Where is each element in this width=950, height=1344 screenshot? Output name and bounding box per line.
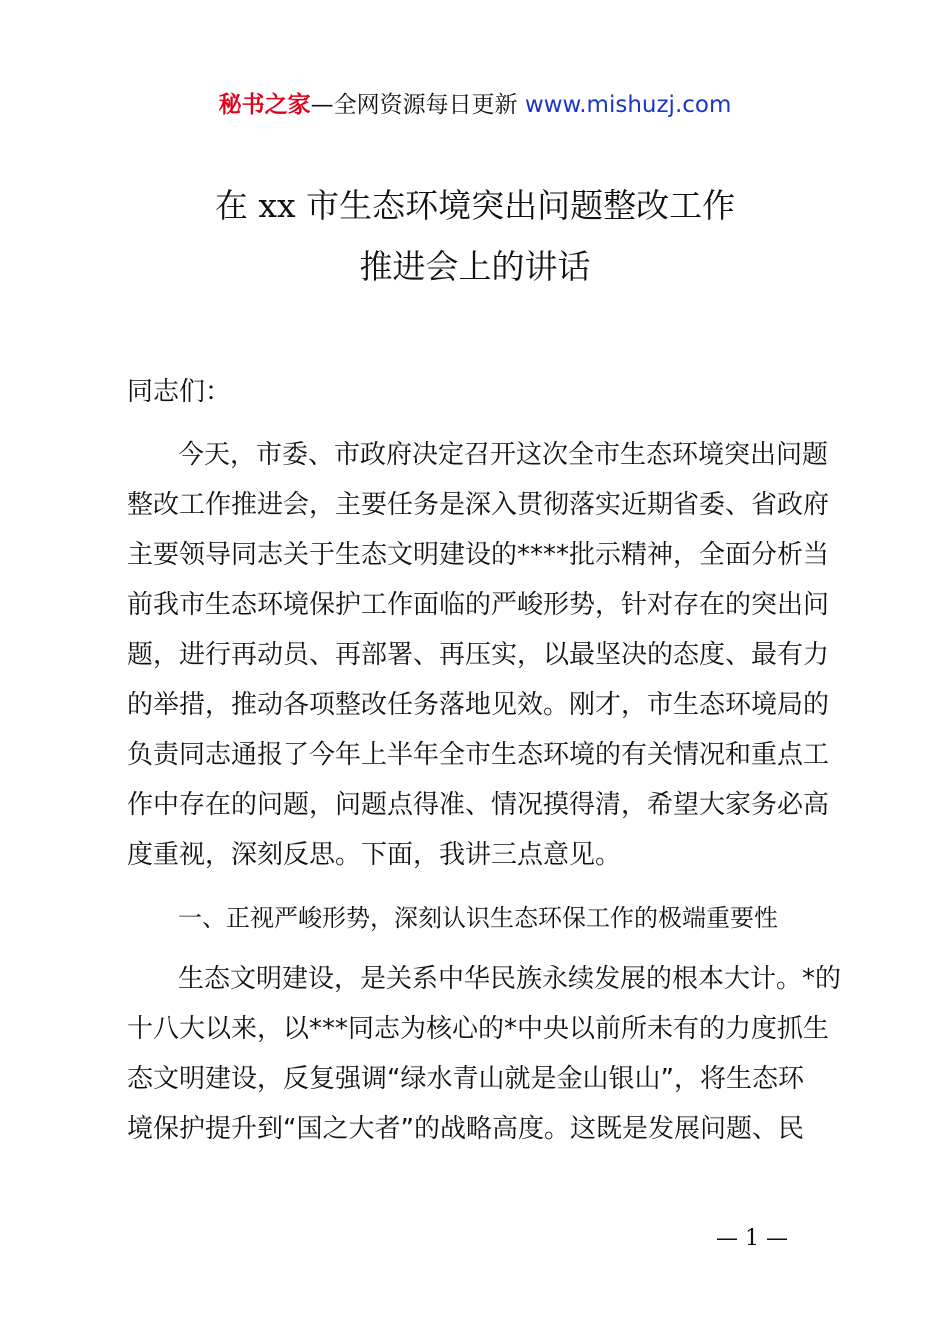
site-header: [0, 88, 950, 122]
title-prefix: 在: [214, 186, 248, 225]
paragraph-line: 的举措，推动各项整改任务落地见效。刚才，市生态环境局的: [127, 690, 830, 720]
section-heading: 一、正视严峻形势，深刻认识生态环保工作的极端重要性: [178, 904, 778, 932]
paragraph-line: 境保护提升到“国之大者”的战略高度。这既是发展问题、民: [127, 1114, 804, 1144]
paragraph-line: 前我市生态环境保护工作面临的严峻形势，针对存在的突出问: [127, 590, 830, 620]
paragraph-line: 整改工作推进会，主要任务是深入贯彻落实近期省委、省政府: [127, 490, 830, 520]
paragraph-line: 态文明建设，反复强调“绿水青山就是金山银山”，将生态环: [127, 1064, 804, 1094]
paragraph-line: 十八大以来，以***同志为核心的*中央以前所未有的力度抓生: [127, 1014, 830, 1044]
document-title-line-1: [0, 184, 950, 228]
paragraph-line: 题，进行再动员、再部署、再压实，以最坚决的态度、最有力: [127, 640, 830, 670]
paragraph-line: 主要领导同志关于生态文明建设的****批示精神，全面分析当: [127, 540, 830, 570]
header-tagline: —全网资源每日更新: [310, 92, 525, 118]
paragraph-line: 负责同志通报了今年上半年全市生态环境的有关情况和重点工: [127, 740, 830, 770]
paragraph-line: 生态文明建设，是关系中华民族永续发展的根本大计。*的: [178, 964, 842, 994]
title-city-code: xx: [258, 186, 296, 225]
document-title-line-2: 推进会上的讲话: [359, 247, 591, 286]
salutation: 同志们：: [127, 377, 232, 407]
title-rest: 市生态环境突出问题整改工作: [306, 186, 736, 225]
paragraph-line: 今天，市委、市政府决定召开这次全市生态环境突出问题: [178, 440, 829, 470]
site-url: www.mishuzj.com: [524, 92, 732, 118]
page-number: — 1 —: [716, 1226, 788, 1251]
paragraph-line: 度重视，深刻反思。下面，我讲三点意见。: [127, 840, 622, 870]
paragraph-line: 作中存在的问题，问题点得准、情况摸得清，希望大家务必高: [127, 790, 830, 820]
brand-name: 秘书之家: [218, 92, 311, 118]
